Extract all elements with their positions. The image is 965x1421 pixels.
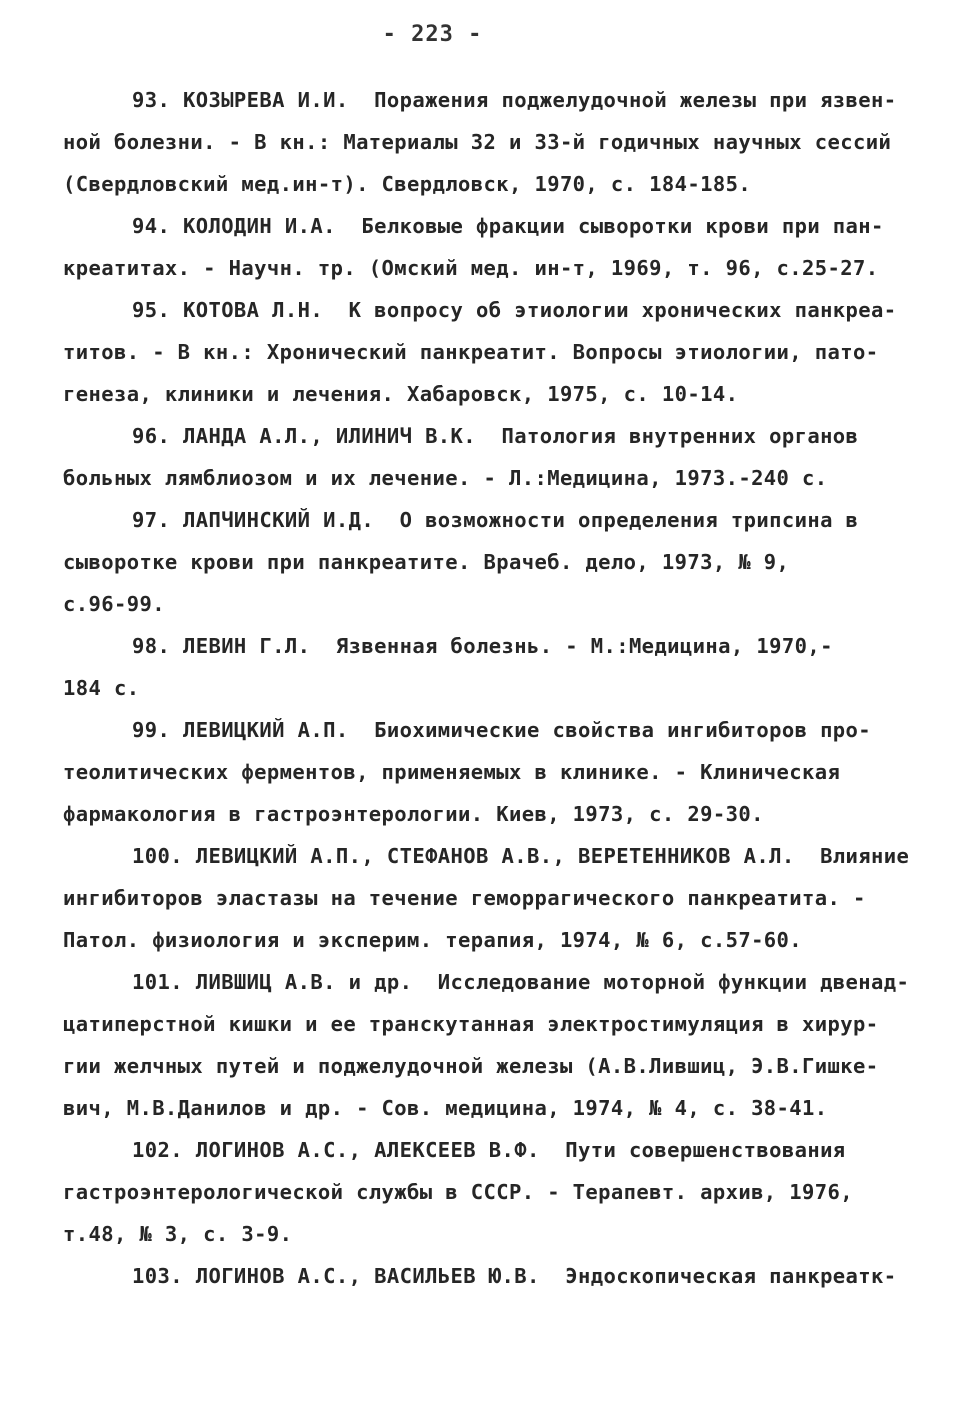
entry-98-line-1: 98. ЛЕВИН Г.Л. Язвенная болезнь. - М.:Медицина, 1970,- <box>132 634 833 658</box>
entry-100-line-2: ингибиторов эластазы на течение геморрагического панкреатита. - <box>63 886 866 910</box>
entry-97-line-1: 97. ЛАПЧИНСКИЙ И.Д. О возможности определения трипсина в <box>132 508 859 532</box>
entry-95-line-2: титов. - В кн.: Хронический панкреатит. Вопросы этиологии, пато- <box>63 340 879 364</box>
entry-95-line-1: 95. КОТОВА Л.Н. К вопросу об этиологии хронических панкреа- <box>132 298 897 322</box>
entry-101-line-2: цатиперстной кишки и ее транскутанная электростимуляция в хирур- <box>63 1012 879 1036</box>
entry-94-line-2: креатитах. - Научн. тр. (Омский мед. ин-т, 1969, т. 96, с.25-27. <box>63 256 879 280</box>
entry-101-line-3: гии желчных путей и поджелудочной железы (А.В.Лившиц, Э.В.Гишке- <box>63 1054 879 1078</box>
entry-102-line-2: гастроэнтерологической службы в СССР. - Терапевт. архив, 1976, <box>63 1180 854 1204</box>
entry-98-line-2: 184 с. <box>63 676 140 700</box>
entry-101-line-1: 101. ЛИВШИЦ А.В. и др. Исследование моторной функции двенад- <box>132 970 910 994</box>
entry-97-line-3: с.96-99. <box>63 592 165 616</box>
entry-97-line-2: сыворотке крови при панкреатите. Врачеб. дело, 1973, № 9, <box>63 550 790 574</box>
entry-95-line-3: генеза, клиники и лечения. Хабаровск, 1975, с. 10-14. <box>63 382 739 406</box>
entry-96-line-1: 96. ЛАНДА А.Л., ИЛИНИЧ В.К. Патология внутренних органов <box>132 424 859 448</box>
entry-103-line-1: 103. ЛОГИНОВ А.С., ВАСИЛЬЕВ Ю.В. Эндоскопическая панкреатк- <box>132 1264 897 1288</box>
entry-99-line-3: фармакология в гастроэнтерологии. Киев, 1973, с. 29-30. <box>63 802 764 826</box>
entry-102-line-1: 102. ЛОГИНОВ А.С., АЛЕКСЕЕВ В.Ф. Пути совершенствования <box>132 1138 846 1162</box>
entry-96-line-2: больных лямблиозом и их лечение. - Л.:Медицина, 1973.-240 с. <box>63 466 828 490</box>
entry-93-line-1: 93. КОЗЫРЕВА И.И. Поражения поджелудочной железы при язвен- <box>132 88 897 112</box>
page-number: - 223 - <box>382 22 483 47</box>
entry-93-line-2: ной болезни. - В кн.: Материалы 32 и 33-й годичных научных сессий <box>63 130 892 154</box>
entry-94-line-1: 94. КОЛОДИН И.А. Белковые фракции сыворотки крови при пан- <box>132 214 884 238</box>
entry-99-line-1: 99. ЛЕВИЦКИЙ А.П. Биохимические свойства ингибиторов про- <box>132 718 872 742</box>
entry-93-line-3: (Свердловский мед.ин-т). Свердловск, 1970, с. 184-185. <box>63 172 752 196</box>
entry-100-line-3: Патол. физиология и эксперим. терапия, 1974, № 6, с.57-60. <box>63 928 803 952</box>
entry-100-line-1: 100. ЛЕВИЦКИЙ А.П., СТЕФАНОВ А.В., ВЕРЕТЕННИКОВ А.Л. Влияние <box>132 844 910 868</box>
entry-102-line-3: т.48, № 3, с. 3-9. <box>63 1222 293 1246</box>
entry-101-line-4: вич, М.В.Данилов и др. - Сов. медицина, 1974, № 4, с. 38-41. <box>63 1096 828 1120</box>
entry-99-line-2: теолитических ферментов, применяемых в клинике. - Клиническая <box>63 760 841 784</box>
